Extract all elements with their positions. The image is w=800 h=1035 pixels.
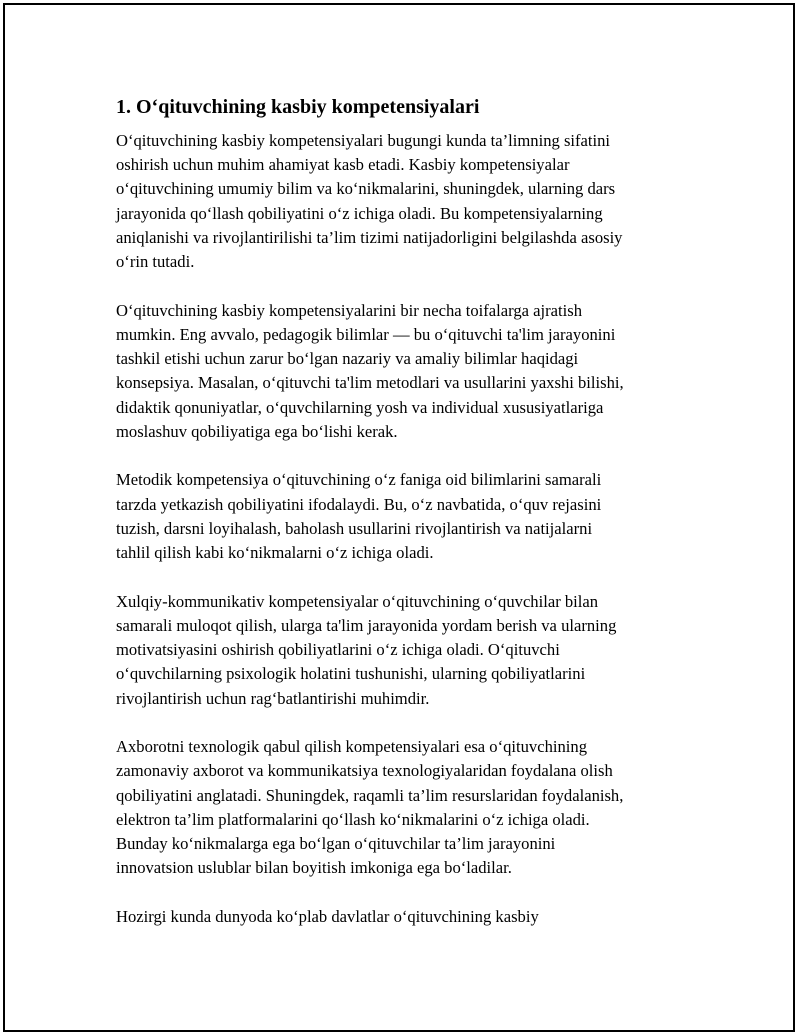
paragraph-line: Hozirgi kunda dunyoda ko‘plab davlatlar o‘qituvchining kasbiy (116, 906, 539, 926)
paragraph-line: rivojlantirish uchun rag‘batlantirishi muhimdir. (116, 688, 430, 708)
paragraph-line: Bunday ko‘nikmalarga ega bo‘lgan o‘qituvchilar ta’lim jarayonini (116, 834, 556, 854)
paragraph-line: elektron ta’lim platformalarini qo‘llash ko‘nikmalarini o‘z ichiga oladi. (116, 809, 590, 829)
paragraph-line: mumkin. Eng avvalo, pedagogik bilimlar — bu o‘qituvchi ta'lim jarayonini (116, 324, 616, 344)
document-body (116, 94, 696, 954)
paragraph-line: zamonaviy axborot va kommunikatsiya texnologiyalaridan foydalana olish (116, 761, 613, 781)
paragraph-5 (116, 735, 696, 880)
paragraph-line: o‘qituvchining umumiy bilim va ko‘nikmalarini, shuningdek, ularning dars (116, 179, 616, 199)
paragraph-line: qobiliyatini anglatadi. Shuningdek, raqamli ta’lim resurslaridan foydalanish, (116, 785, 624, 805)
paragraph-2 (116, 299, 696, 444)
paragraph-line: aniqlanishi va rivojlantirilishi ta’lim tizimi natijadorligini belgilashda asosiy (116, 227, 623, 247)
paragraph-line: tahlil qilish kabi ko‘nikmalarni o‘z ichiga oladi. (116, 543, 434, 563)
paragraph-line: innovatsion uslublar bilan boyitish imkoniga ega bo‘ladilar. (116, 858, 512, 878)
paragraph-line: Xulqiy-kommunikativ kompetensiyalar o‘qituvchining o‘quvchilar bilan (116, 591, 599, 611)
paragraph-1 (116, 129, 696, 274)
paragraph-line: moslashuv qobiliyatiga ega bo‘lishi kerak. (116, 421, 398, 441)
paragraph-3 (116, 468, 696, 565)
paragraph-line: tarzda yetkazish qobiliyatini ifodalaydi. Bu, o‘z navbatida, o‘quv rejasini (116, 494, 602, 514)
paragraph-line: konsepsiya. Masalan, o‘qituvchi ta'lim metodlari va usullarini yaxshi bilishi, (116, 373, 624, 393)
paragraph-line: didaktik qonuniyatlar, o‘quvchilarning yosh va individual xususiyatlariga (116, 397, 604, 417)
paragraph-line: Metodik kompetensiya o‘qituvchining o‘z faniga oid bilimlarini samarali (116, 470, 602, 490)
paragraph-line: o‘rin tutadi. (116, 252, 195, 272)
paragraph-line: samarali muloqot qilish, ularga ta'lim jarayonida yordam berish va ularning (116, 615, 617, 635)
paragraph-line: Axborotni texnologik qabul qilish kompetensiyalari esa o‘qituvchining (116, 737, 588, 757)
paragraph-line: tuzish, darsni loyihalash, baholash usullarini rivojlantirish va natijalarni (116, 518, 593, 538)
paragraph-4 (116, 590, 696, 711)
paragraph-line: motivatsiyasini oshirish qobiliyatlarini o‘z ichiga oladi. O‘qituvchi (116, 640, 560, 660)
paragraph-line: tashkil etishi uchun zarur bo‘lgan nazariy va amaliy bilimlar haqidagi (116, 349, 579, 369)
paragraph-line: O‘qituvchining kasbiy kompetensiyalari bugungi kunda ta’limning sifatini (116, 131, 611, 150)
section-heading: 1. O‘qituvchining kasbiy kompetensiyalari (116, 96, 480, 118)
paragraph-line: jarayonida qo‘llash qobiliyatini o‘z ichiga oladi. Bu kompetensiyalarning (116, 203, 603, 223)
paragraph-6 (116, 905, 696, 929)
paragraph-line: o‘quvchilarning psixologik holatini tushunishi, ularning qobiliyatlarini (116, 664, 586, 684)
paragraph-line: oshirish uchun muhim ahamiyat kasb etadi. Kasbiy kompetensiyalar (116, 155, 570, 175)
paragraph-line: O‘qituvchining kasbiy kompetensiyalarini bir necha toifalarga ajratish (116, 300, 583, 320)
